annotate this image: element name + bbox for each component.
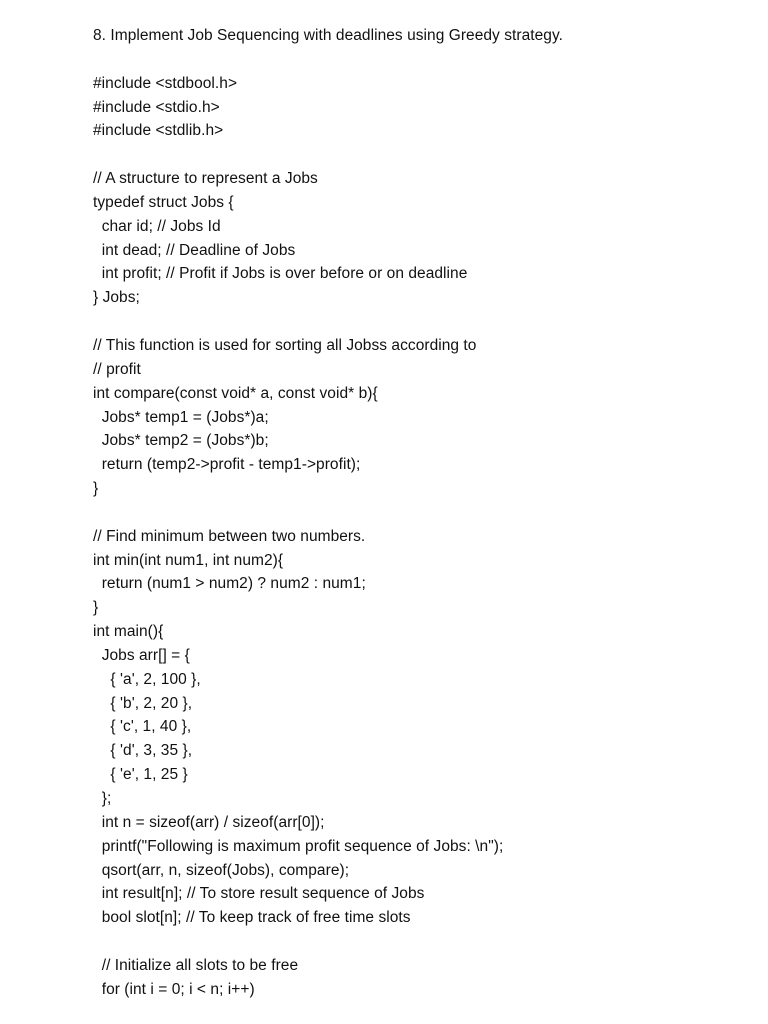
code-line: return (temp2->profit - temp1->profit); — [93, 456, 361, 474]
code-line: { 'd', 3, 35 }, — [93, 742, 193, 760]
code-line: char id; // Jobs Id — [93, 217, 221, 235]
code-line: int profit; // Profit if Jobs is over before or on deadline — [93, 265, 468, 283]
code-line — [93, 310, 733, 334]
code-line: #include <stdio.h> — [93, 98, 220, 116]
code-line: { 'c', 1, 40 }, — [93, 718, 192, 736]
code-line: { 'b', 2, 20 }, — [93, 694, 193, 712]
code-line: // profit — [93, 360, 141, 378]
code-line: int dead; // Deadline of Jobs — [93, 241, 296, 259]
document-title: 8. Implement Job Sequencing with deadlines using Greedy strategy. — [93, 27, 563, 44]
code-line: qsort(arr, n, sizeof(Jobs), compare); — [93, 861, 350, 879]
code-line — [93, 930, 733, 954]
code-line: Jobs arr[] = { — [93, 646, 190, 664]
code-line: // Find minimum between two numbers. — [93, 527, 366, 545]
code-line: int compare(const void* a, const void* b){ — [93, 384, 378, 402]
code-line: #include <stdlib.h> — [93, 122, 224, 140]
code-line: }; — [93, 790, 112, 807]
code-line: for (int i = 0; i < n; i++) — [93, 980, 255, 998]
code-line: bool slot[n]; // To keep track of free time slots — [93, 909, 411, 927]
code-block — [93, 48, 733, 1002]
code-line: // This function is used for sorting all Jobss according to — [93, 336, 477, 354]
code-line: int min(int num1, int num2){ — [93, 551, 284, 569]
document-body — [93, 24, 733, 1002]
code-line: } — [93, 599, 99, 617]
code-line: return (num1 > num2) ? num2 : num1; — [93, 575, 366, 593]
code-line — [93, 48, 733, 72]
code-line: int n = sizeof(arr) / sizeof(arr[0]); — [93, 813, 325, 831]
code-line: } — [93, 480, 99, 498]
code-line: printf("Following is maximum profit sequence of Jobs: \n"); — [93, 837, 504, 855]
code-line: int main(){ — [93, 623, 164, 641]
code-line: Jobs* temp2 = (Jobs*)b; — [93, 432, 269, 450]
code-line: { 'a', 2, 100 }, — [93, 670, 201, 688]
code-line: } Jobs; — [93, 289, 140, 307]
code-line — [93, 501, 733, 525]
code-line: // A structure to represent a Jobs — [93, 170, 318, 188]
code-line: int result[n]; // To store result sequence of Jobs — [93, 885, 425, 903]
code-line: Jobs* temp1 = (Jobs*)a; — [93, 408, 269, 426]
code-line: #include <stdbool.h> — [93, 74, 238, 92]
code-line: { 'e', 1, 25 } — [93, 766, 188, 784]
code-line — [93, 143, 733, 167]
code-line: // Initialize all slots to be free — [93, 956, 299, 974]
code-line: typedef struct Jobs { — [93, 193, 234, 211]
